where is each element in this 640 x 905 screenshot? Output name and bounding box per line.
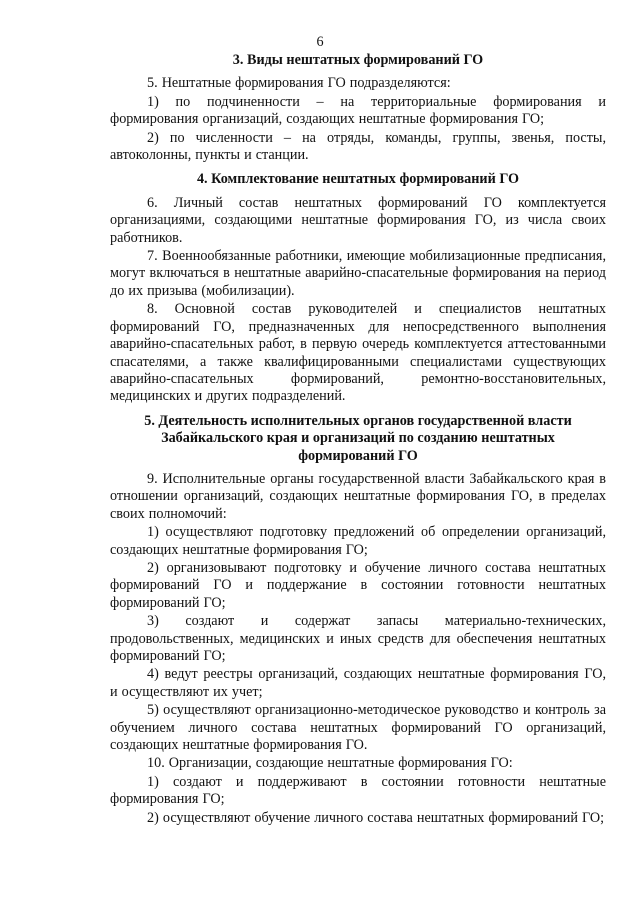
section-heading: 3. Виды нештатных формирований ГО <box>232 52 484 68</box>
page-number: 6 <box>316 34 324 50</box>
section-heading-line: формирований ГО <box>298 447 418 464</box>
paragraph: 5) осуществляют организационно-методическое руководство и контроль за обучением личного состава нештатных формирований ГО организаций, создающих нештатные формирования ГО. <box>110 702 606 754</box>
paragraph: 9. Исполнительные органы государственной власти Забайкальского края в отношении организаций, создающих нештатные формирования ГО, в пределах своих полномочий: <box>110 470 606 522</box>
document-body <box>110 50 606 828</box>
section-heading <box>110 413 606 465</box>
paragraph: 6. Личный состав нештатных формирований ГО комплектуется организациями, создающими нештатные формирования ГО, из числа своих работников. <box>110 194 606 246</box>
paragraph: 2) организовывают подготовку и обучение личного состава нештатных формирований ГО и поддержание в состоянии готовности нештатных формирований ГО; <box>110 559 606 611</box>
paragraph: 1) по подчиненности – на территориальные формирования и формирования организаций, создающих нештатные формирования ГО; <box>110 93 606 128</box>
paragraph: 7. Военнообязанные работники, имеющие мобилизационные предписания, могут включаться в нештатные аварийно-спасательные формирования на период до их призыва (мобилизации). <box>110 248 606 299</box>
section-heading: 4. Комплектование нештатных формирований ГО <box>196 171 520 188</box>
paragraph: 10. Организации, создающие нештатные формирования ГО: <box>147 755 513 772</box>
paragraph: 2) осуществляют обучение личного состава нештатных формирований ГО; <box>147 809 605 826</box>
paragraph: 8. Основной состав руководителей и специалистов нештатных формирований ГО, предназначенных для непосредственного выполнения аварийно-спасательных работ, в первую очередь комплектуется аттестованными спасателями, а также квалифицированными специалистами существующих аварийно-спасательных формирований, ремонтно-восстановительных, медицинских и других подразделений. <box>110 301 606 405</box>
section-heading-line: 5. Деятельность исполнительных органов государственной власти <box>144 412 572 429</box>
paragraph: 3) создают и содержат запасы материально-технических, продовольственных, медицинских и иных средств для обеспечения нештатных формирований ГО; <box>110 613 606 664</box>
section-heading-line: Забайкальского края и организаций по созданию нештатных <box>161 430 555 447</box>
paragraph: 5. Нештатные формирования ГО подразделяются: <box>147 75 451 92</box>
paragraph: 2) по численности – на отряды, команды, группы, звенья, посты, автоколонны, пункты и станции. <box>110 129 606 164</box>
paragraph: 1) создают и поддерживают в состоянии готовности нештатные формирования ГО; <box>110 773 606 808</box>
paragraph: 1) осуществляют подготовку предложений об определении организаций, создающих нештатные формирования ГО; <box>110 524 606 558</box>
paragraph: 4) ведут реестры организаций, создающих нештатные формирования ГО, и осуществляют их учет; <box>110 666 606 700</box>
